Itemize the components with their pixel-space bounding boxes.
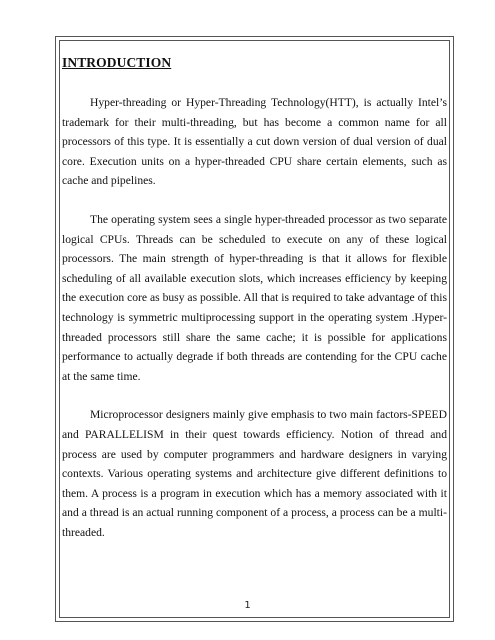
- paragraph-logical-cpus: The operating system sees a single hyper-threaded processor as two separate logical CPUs. Threads can be scheduled to execute on any of these logical processors. The main strength of hyper-threading is that it allows for flexible scheduling of all available execution slots, which increases efficiency by keeping the execution core as busy as possible. All that is required to take advantage of this technology is symmetric multiprocessing support in the operating system .Hyper-threaded processors still share the same cache; it is possible for applications performance to actually degrade if both threads are contending for the CPU cache at the same time.: [62, 212, 447, 383]
- page-number: 1: [244, 600, 251, 611]
- paragraph-hyperthreading-definition: Hyper-threading or Hyper-Threading Technology(HTT), is actually Intel’s trademark for their multi-threading, but has become a common name for all processors of this type. It is essentially a cut down version of dual version of dual core. Execution units on a hyper-threaded CPU share certain elements, such as cache and pipelines.: [62, 96, 447, 188]
- paragraph-thread-process: Microprocessor designers mainly give emphasis to two main factors-SPEED and PARALLELISM in their quest towards efficiency. Notion of thread and process are used by computer programmers and hardware designers in varying contexts. Various operating systems and architecture give different definitions to them. A process is a program in execution which has a memory associated with it and a thread is an actual running component of a process, a process can be a multi-threaded.: [62, 408, 447, 539]
- document-body: [62, 54, 447, 542]
- section-heading: INTRODUCTION: [62, 55, 172, 70]
